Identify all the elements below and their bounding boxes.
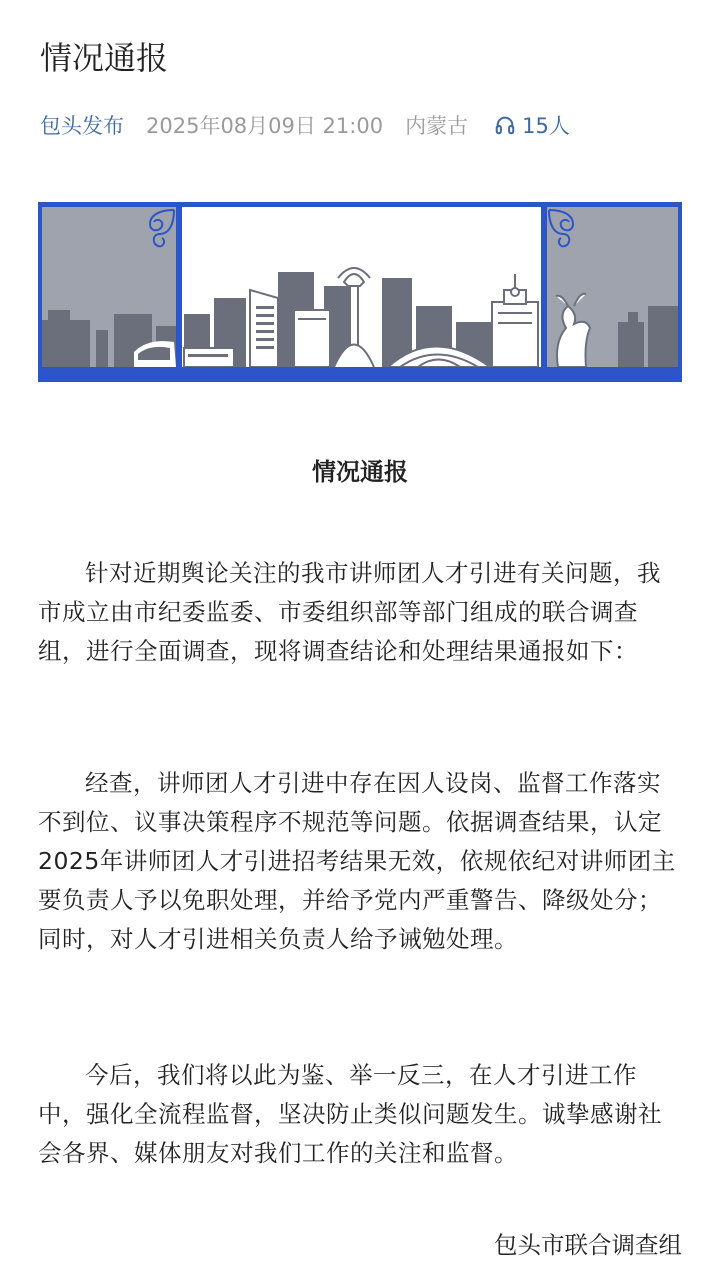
listener-count: 15人 [522,114,570,138]
publish-datetime: 2025年08月09日 21:00 [146,114,384,138]
article-signature: 包头市联合调查组 [494,1231,682,1259]
skyline-banner-image [38,202,682,382]
article-meta [40,108,570,142]
center-low-building [184,348,234,367]
region-label: 内蒙古 [405,114,469,138]
article-paragraph-1: 针对近期舆论关注的我市讲师团人才引进有关问题，我市成立由市纪委监委、市委组织部等部门组成的联合调查组，进行全面调查，现将调查结论和处理结果通报如下： [38,559,661,665]
source-link[interactable]: 包头发布 [40,114,124,138]
listen-button[interactable] [494,110,570,140]
page-title: 情况通报 [40,39,169,77]
article-heading: 情况通报 [312,458,408,486]
headphones-icon [494,114,516,136]
article-paragraph-3: 今后，我们将以此为鉴、举一反三，在人才引进工作中，强化全流程监督，坚决防止类似问题发生。诚挚感谢社会各界、媒体朋友对我们工作的关注和监督。 [38,1061,662,1167]
article-paragraph-2: 经查，讲师团人才引进中存在因人设岗、监督工作落实不到位、议事决策程序不规范等问题。依据调查结果，认定2025年讲师团人才引进招考结果无效，依规依纪对讲师团主要负责人予以免职处理，并给予党内严重警告、降级处分；同时，对人才引进相关负责人给予诫勉处理。 [38,769,676,953]
